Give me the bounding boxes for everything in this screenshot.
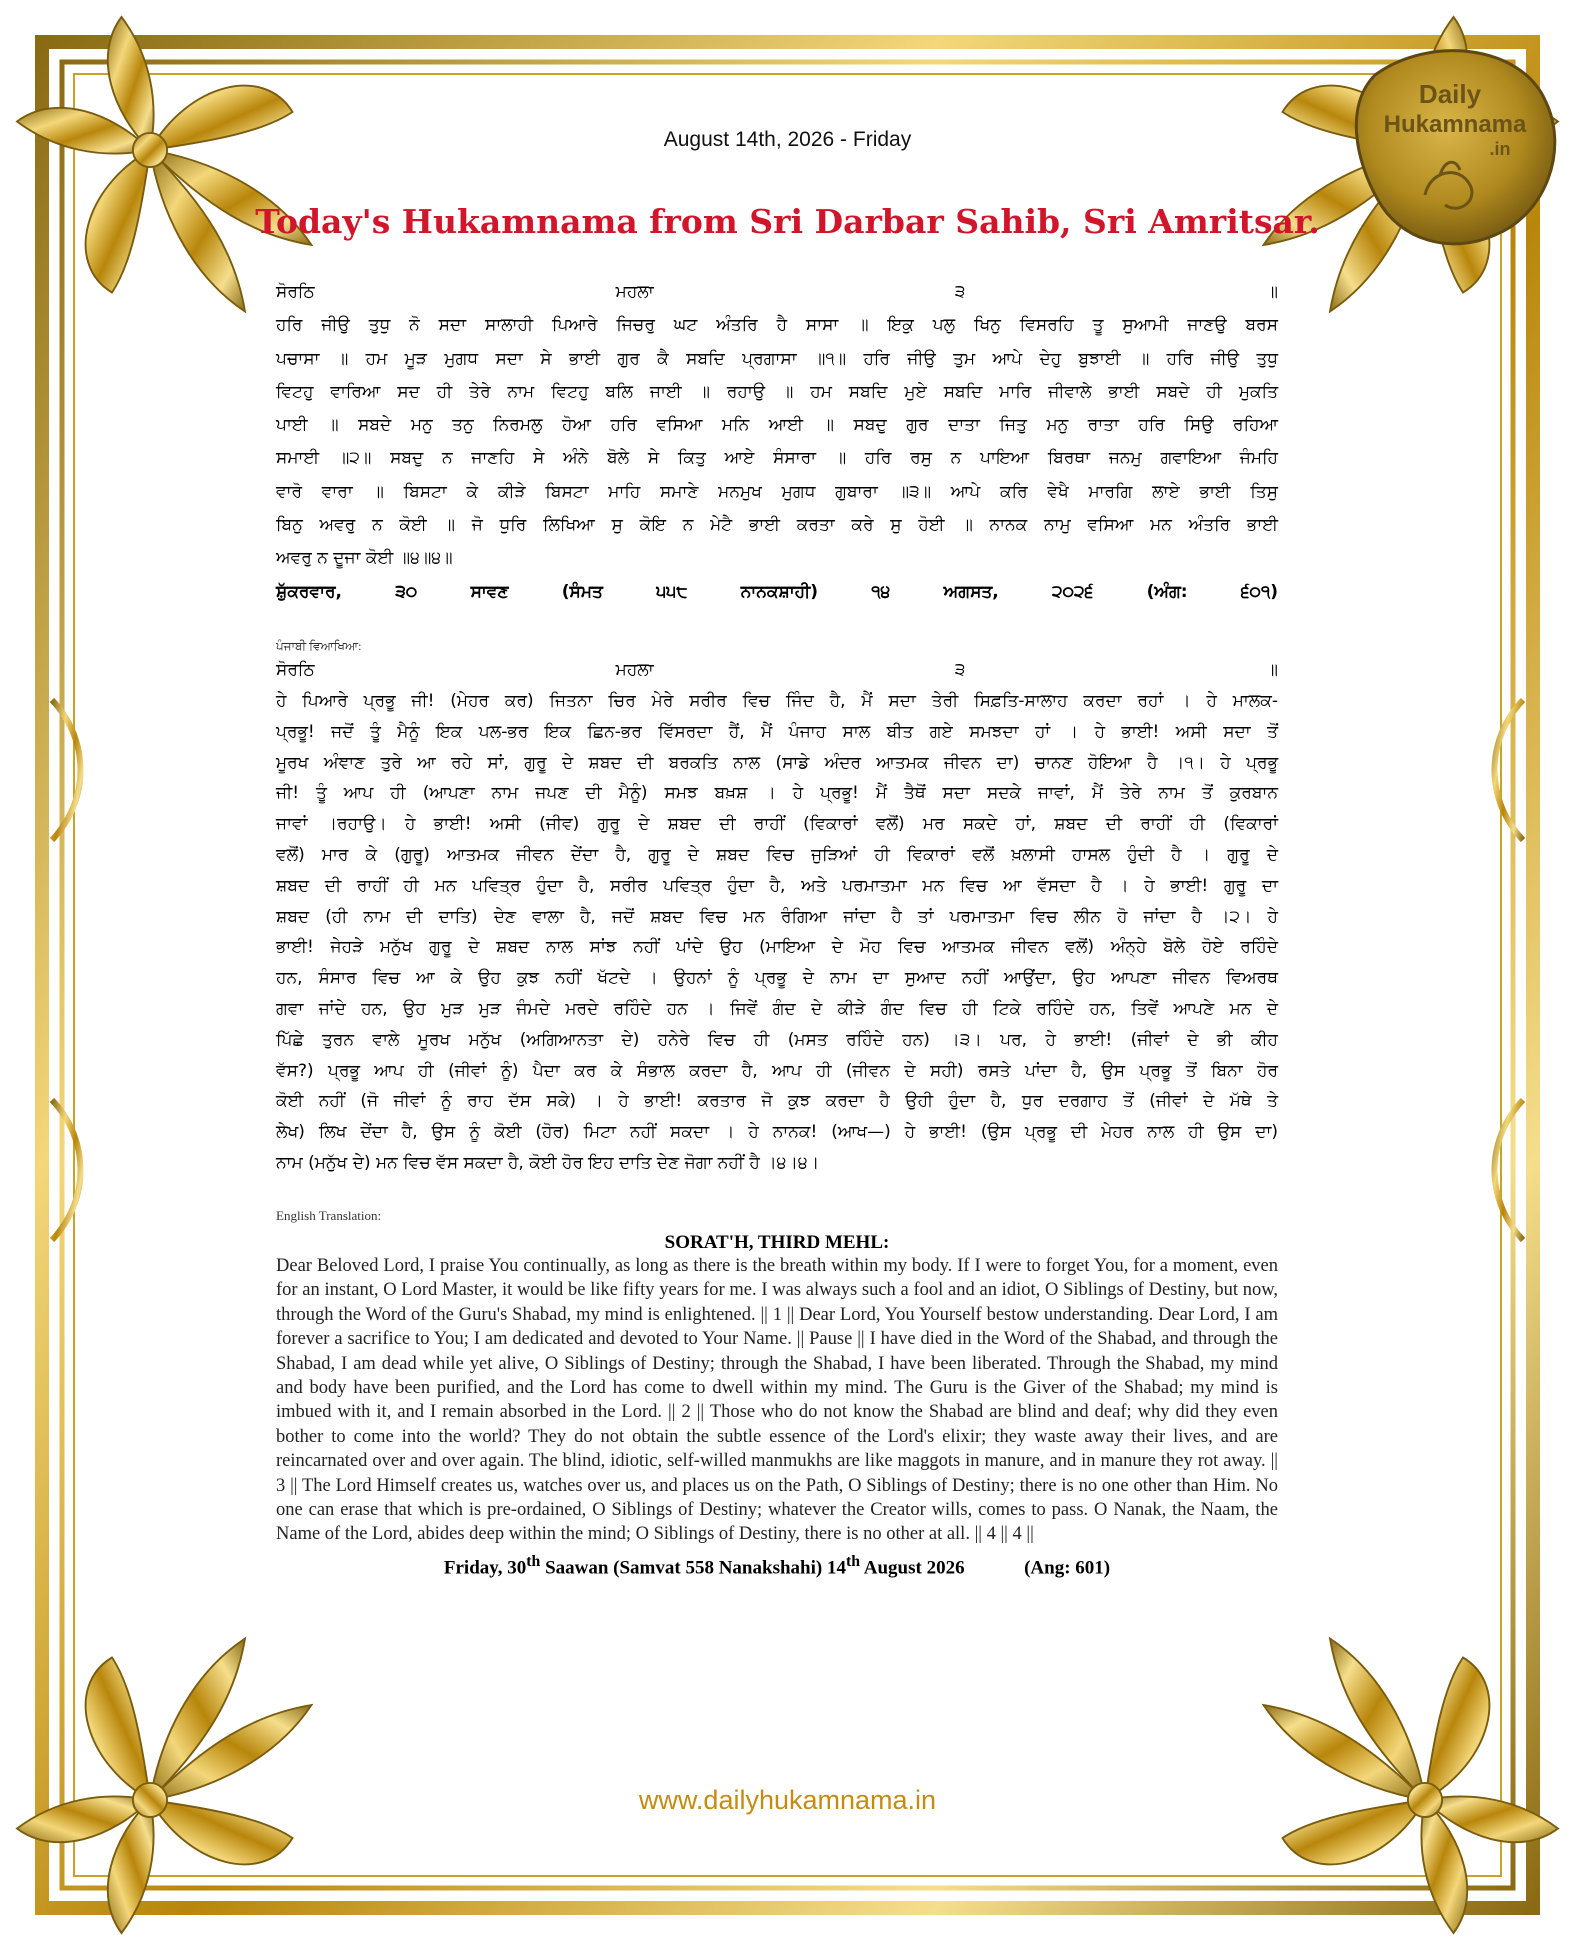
text-line: ਕੋਈ ਨਹੀਂ (ਜੋ ਜੀਵਾਂ ਨੂੰ ਰਾਹ ਦੱਸ ਸਕੇ) । ਹੇ ਭਾਈ! ਕਰਤਾਰ ਜੋ ਕੁਝ ਕਰਦਾ ਹੈ ਉਹੀ ਹੁੰਦਾ ਹੈ, ਧੁਰ ਦਰਗਾਹ ਤੋਂ (ਜੀਵਾਂ ਦੇ ਮੱਥੇ ਤੇ [276,1091,1278,1112]
text-line: ਗਵਾ ਜਾਂਦੇ ਹਨ, ਉਹ ਮੁੜ ਮੁੜ ਜੰਮਦੇ ਮਰਦੇ ਰਹਿੰਦੇ ਹਨ । ਜਿਵੇਂ ਗੰਦ ਦੇ ਕੀੜੇ ਗੰਦ ਵਿਚ ਹੀ ਟਿਕੇ ਰਹਿੰਦੇ ਹਨ, ਤਿਵੇਂ ਆਪਣੇ ਮਨ ਦੇ [276,998,1278,1019]
text-line: ਜਾਵਾਂ ।ਰਹਾਉ। ਹੇ ਭਾਈ! ਅਸੀ (ਜੀਵ) ਗੁਰੂ ਦੇ ਸ਼ਬਦ ਦੀ ਰਾਹੀਂ (ਵਿਕਾਰਾਂ ਵਲੋਂ) ਮਰ ਸਕਦੇ ਹਾਂ, ਸ਼ਬਦ ਦੀ ਰਾਹੀਂ ਹੀ (ਵਿਕਾਰਾਂ [276,814,1278,835]
gurbani-lines [276,309,1278,575]
text-line: ਸ਼ਬਦ (ਹੀ ਨਾਮ ਦੀ ਦਾਤਿ) ਦੇਣ ਵਾਲਾ ਹੈ, ਜਦੋਂ ਸ਼ਬਦ ਵਿਚ ਮਨ ਰੰਗਿਆ ਜਾਂਦਾ ਹੈ ਤਾਂ ਪਰਮਾਤਮਾ ਵਿਚ ਲੀਨ ਹੋ ਜਾਂਦਾ ਹੈ ।੨। ਹੇ [276,906,1278,927]
website-link[interactable]: www.dailyhukamnama.in [638,1785,937,1815]
footer-date-prefix: Friday, 30 [443,1557,527,1579]
text-line: ਅਵਰੁ ਨ ਦੂਜਾ ਕੋਈ ॥੪॥੪॥ [276,548,453,569]
page-title: Today's Hukamnama from Sri Darbar Sahib, Sri Amritsar. [255,202,1320,241]
text-line: ਮੂਰਖ ਅੰਞਾਣ ਤੁਰੇ ਆ ਰਹੇ ਸਾਂ, ਗੁਰੂ ਦੇ ਸ਼ਬਦ ਦੀ ਬਰਕਤਿ ਨਾਲ (ਸਾਡੇ ਅੰਦਰ ਆਤਮਕ ਜੀਵਨ ਦਾ) ਚਾਨਣ ਹੋਇਆ ਹੈ ।੧। ਹੇ ਪ੍ਰਭੂ [276,752,1278,773]
text-line: ਸ਼ਬਦ ਦੀ ਰਾਹੀਂ ਹੀ ਮਨ ਪਵਿਤ੍ਰ ਹੁੰਦਾ ਹੈ, ਸਰੀਰ ਪਵਿਤ੍ਰ ਹੁੰਦਾ ਹੈ, ਅਤੇ ਪਰਮਾਤਮਾ ਮਨ ਵਿਚ ਆ ਵੱਸਦਾ ਹੈ । ਹੇ ਭਾਈ! ਗੁਰੂ ਦਾ [276,875,1278,896]
footer-date-sup2: th [845,1552,861,1570]
svg-text:.in: .in [1489,139,1511,159]
text-line: ਵਿਟਹੁ ਵਾਰਿਆ ਸਦ ਹੀ ਤੇਰੇ ਨਾਮ ਵਿਟਹੁ ਬਲਿ ਜਾਈ ॥ ਰਹਾਉ ॥ ਹਮ ਸਬਦਿ ਮੁਏ ਸਬਦਿ ਮਾਰਿ ਜੀਵਾਲੇ ਭਾਈ ਸਬਦੇ ਹੀ ਮੁਕਤਿ [276,381,1278,402]
english-label: English Translation: [276,1208,382,1223]
text-line: ਲੇਖ) ਲਿਖ ਦੇਂਦਾ ਹੈ, ਉਸ ਨੂੰ ਕੋਈ (ਹੋਰ) ਮਿਟਾ ਨਹੀਂ ਸਕਦਾ । ਹੇ ਨਾਨਕ! (ਆਖ—) ਹੇ ਭਾਈ! (ਉਸ ਪ੍ਰਭੂ ਦੀ ਮੇਹਰ ਨਾਲ ਹੀ ਉਸ ਦਾ) [276,1122,1278,1143]
text-line: ਨਾਮ (ਮਨੁੱਖ ਦੇ) ਮਨ ਵਿਚ ਵੱਸ ਸਕਦਾ ਹੈ, ਕੋਈ ਹੋਰ ਇਹ ਦਾਤਿ ਦੇਣ ਜੋਗਾ ਨਹੀਂ ਹੈ ।੪।੪। [276,1152,820,1173]
footer-date-sup1: th [526,1552,541,1570]
english-footer-date [276,1553,1278,1579]
text-line: ਪਾਈ ॥ ਸਬਦੇ ਮਨੁ ਤਨੁ ਨਿਰਮਲੁ ਹੋਆ ਹਰਿ ਵਸਿਆ ਮਨਿ ਆਈ ॥ ਸਬਦੁ ਗੁਰ ਦਾਤਾ ਜਿਤੁ ਮਨੁ ਰਾਤਾ ਹਰਿ ਸਿਉ ਰਹਿਆ [276,415,1278,436]
text-line: ਵਾਰੋ ਵਾਰਾ ॥ ਬਿਸਟਾ ਕੇ ਕੀੜੇ ਬਿਸਟਾ ਮਾਹਿ ਸਮਾਣੇ ਮਨਮੁਖ ਮੁਗਧ ਗੁਬਾਰਾ ॥੩॥ ਆਪੇ ਕਰਿ ਵੇਖੈ ਮਾਰਗਿ ਲਾਏ ਭਾਈ ਤਿਸੁ [276,481,1278,502]
text-line: ਹੇ ਪਿਆਰੇ ਪ੍ਰਭੂ ਜੀ! (ਮੇਹਰ ਕਰ) ਜਿਤਨਾ ਚਿਰ ਮੇਰੇ ਸਰੀਰ ਵਿਚ ਜਿੰਦ ਹੈ, ਮੈਂ ਸਦਾ ਤੇਰੀ ਸਿਫ਼ਤਿ-ਸਾਲਾਹ ਕਰਦਾ ਰਹਾਂ । ਹੇ ਮਾਲਕ- [276,691,1278,711]
punjabi-section [276,639,1278,1179]
punjabi-lines [276,686,1278,1179]
footer-date-suffix: August 2026 [860,1557,965,1579]
svg-text:Daily: Daily [1418,79,1482,109]
text-line: ਸਮਾਈ ॥੨॥ ਸਬਦੁ ਨ ਜਾਣਹਿ ਸੇ ਅੰਨੇ ਬੋਲੇ ਸੇ ਕਿਤੁ ਆਏ ਸੰਸਾਰਾ ॥ ਹਰਿ ਰਸੁ ਨ ਪਾਇਆ ਬਿਰਥਾ ਜਨਮੁ ਗਵਾਇਆ ਜੰਮਹਿ [276,448,1278,469]
footer-date-mid: Saawan (Samvat 558 Nanakshahi) 14 [540,1557,846,1579]
english-heading: SORAT'H, THIRD MEHL: [664,1232,890,1253]
gurbani-section [276,276,1278,609]
text-line: ਪਚਾਸਾ ॥ ਹਮ ਮੂੜ ਮੁਗਧ ਸਦਾ ਸੇ ਭਾਈ ਗੁਰ ਕੈ ਸਬਦਿ ਪ੍ਰਗਾਸਾ ॥੧॥ ਹਰਿ ਜੀਉ ਤੁਮ ਆਪੇ ਦੇਹੁ ਬੁਝਾਈ ॥ ਹਰਿ ਜੀਉ ਤੁਧੁ [276,348,1278,369]
text-line: ਹਨ, ਸੰਸਾਰ ਵਿਚ ਆ ਕੇ ਉਹ ਕੁਝ ਨਹੀਂ ਖੱਟਦੇ । ਉਹਨਾਂ ਨੂੰ ਪ੍ਰਭੂ ਦੇ ਨਾਮ ਦਾ ਸੁਆਦ ਨਹੀਂ ਆਉਂਦਾ, ਉਹ ਆਪਣਾ ਜੀਵਨ ਵਿਅਰਥ [276,968,1278,989]
text-line: ਹਰਿ ਜੀਉ ਤੁਧੁ ਨੋ ਸਦਾ ਸਾਲਾਹੀ ਪਿਆਰੇ ਜਿਚਰੁ ਘਟ ਅੰਤਰਿ ਹੈ ਸਾਸਾ ॥ ਇਕੁ ਪਲੁ ਖਿਨੁ ਵਿਸਰਹਿ ਤੂ ਸੁਆਮੀ ਜਾਣਉ ਬਰਸ [276,315,1278,336]
gurbani-date-line: ਸ਼ੁੱਕਰਵਾਰ, ੩੦ ਸਾਵਣ (ਸੰਮਤ ੫੫੮ ਨਾਨਕਸ਼ਾਹੀ) ੧੪ ਅਗਸਤ, ੨੦੨੬ (ਅੰਗ: ੬੦੧) [276,581,1278,602]
text-line: ਪ੍ਰਭੂ! ਜਦੋਂ ਤੂੰ ਮੈਨੂੰ ਇਕ ਪਲ-ਭਰ ਇਕ ਛਿਨ-ਭਰ ਵਿੱਸਰਦਾ ਹੈਂ, ਮੈਂ ਪੰਜਾਹ ਸਾਲ ਬੀਤ ਗਏ ਸਮਝਦਾ ਹਾਂ । ਹੇ ਭਾਈ! ਅਸੀ ਸਦਾ ਤੋਂ [276,721,1278,742]
punjabi-heading: ਸੋਰਠਿ ਮਹਲਾ ੩ ॥ [276,660,1278,680]
punjabi-label: ਪੰਜਾਬੀ ਵਿਆਖਿਆ: [276,639,362,653]
english-section [276,1208,1278,1579]
svg-text:Hukamnama: Hukamnama [1383,111,1527,138]
gurbani-heading: ਸੋਰਠਿ ਮਹਲਾ ੩ ॥ [276,282,1278,302]
text-line: ਪਿੱਛੇ ਤੁਰਨ ਵਾਲੇ ਮੂਰਖ ਮਨੁੱਖ (ਅਗਿਆਨਤਾ ਦੇ) ਹਨੇਰੇ ਵਿਚ ਹੀ (ਮਸਤ ਰਹਿੰਦੇ ਹਨ) ।੩। ਪਰ, ਹੇ ਭਾਈ! (ਜੀਵਾਂ ਦੇ ਭੀ ਕੀਹ [276,1029,1278,1050]
text-line: ਭਾਈ! ਜੇਹੜੇ ਮਨੁੱਖ ਗੁਰੂ ਦੇ ਸ਼ਬਦ ਨਾਲ ਸਾਂਝ ਨਹੀਂ ਪਾਂਦੇ ਉਹ (ਮਾਇਆ ਦੇ ਮੋਹ ਵਿਚ ਆਤਮਕ ਜੀਵਨ ਵਲੋਂ) ਅੰਨ੍ਹੇ ਬੋਲੇ ਹੋਏ ਰਹਿੰਦੇ [276,937,1278,958]
footer-ang: (Ang: 601) [1024,1557,1111,1579]
text-line: ਬਿਨੁ ਅਵਰੁ ਨ ਕੋਈ ॥ ਜੋ ਧੁਰਿ ਲਿਖਿਆ ਸੁ ਕੋਇ ਨ ਮੇਟੈ ਭਾਈ ਕਰਤਾ ਕਰੇ ਸੁ ਹੋਈ ॥ ਨਾਨਕ ਨਾਮੁ ਵਸਿਆ ਮਨ ਅੰਤਰਿ ਭਾਈ [276,515,1278,536]
english-body: Dear Beloved Lord, I praise You continually, as long as there is the breath within my body. If I were to forget You, for a moment, even for an instant, O Lord Master, it would be like fifty years for me. I was always such a fool and an idiot, O Siblings of Destiny, but now, through the Word of the Guru's Shabad, my mind is enlightened. || 1 || Dear Lord, You Yourself bestow understanding. Dear Lord, I am forever a sacrifice to You; I am dedicated and devoted to Your Name. || Pause || I have died in the Word of the Shabad, and through the Shabad, I am dead while yet alive, O Siblings of Destiny; through the Shabad, I have been liberated. Through the Shabad, my mind and body have been purified, and the Lord has come to dwell within my mind. The Guru is the Giver of the Shabad; my mind is imbued with it, and I remain absorbed in the Lord. || 2 || Those who do not know the Shabad are blind and deaf; why did they even bother to come into the world? They do not obtain the subtle essence of the Lord's elixir; they waste away their lives, and are reincarnated over and over again. The blind, idiotic, self-willed manmukhs are like maggots in manure, and in manure they rot away. || 3 || The Lord Himself creates us, watches over us, and places us on the Path, O Siblings of Destiny; there is no one other than Him. No one can erase that which is pre-ordained, O Siblings of Destiny; whatever the Creator wills, comes to pass. O Nanak, the Naam, the Name of the Lord, abides deep within the mind; O Siblings of Destiny, there is no other at all. || 4 || 4 || [276,1256,1278,1545]
text-line: ਵਲੋਂ) ਮਾਰ ਕੇ (ਗੁਰੂ) ਆਤਮਕ ਜੀਵਨ ਦੇਂਦਾ ਹੈ, ਗੁਰੂ ਦੇ ਸ਼ਬਦ ਵਿਚ ਜੁੜਿਆਂ ਹੀ ਵਿਕਾਰਾਂ ਵਲੋਂ ਖ਼ਲਾਸੀ ਹਾਸਲ ਹੁੰਦੀ ਹੈ । ਗੁਰੂ ਦੇ [276,844,1278,865]
text-line: ਜੀ! ਤੂੰ ਆਪ ਹੀ (ਆਪਣਾ ਨਾਮ ਜਪਣ ਦੀ ਮੈਨੂੰ) ਸਮਝ ਬਖ਼ਸ਼ । ਹੇ ਪ੍ਰਭੂ! ਮੈਂ ਤੈਥੋਂ ਸਦਾ ਸਦਕੇ ਜਾਵਾਂ, ਮੈਂ ਤੇਰੇ ਨਾਮ ਤੋਂ ਕੁਰਬਾਨ [276,783,1278,804]
date-line: August 14th, 2026 - Friday [663,128,912,151]
text-line: ਵੱਸ?) ਪ੍ਰਭੂ ਆਪ ਹੀ (ਜੀਵਾਂ ਨੂੰ) ਪੈਦਾ ਕਰ ਕੇ ਸੰਭਾਲ ਕਰਦਾ ਹੈ, ਆਪ ਹੀ (ਜੀਵਨ ਦੇ ਸਹੀ) ਰਸਤੇ ਪਾਂਦਾ ਹੈ, ਉਸ ਪ੍ਰਭੂ ਤੋਂ ਬਿਨਾ ਹੋਰ [276,1060,1278,1081]
